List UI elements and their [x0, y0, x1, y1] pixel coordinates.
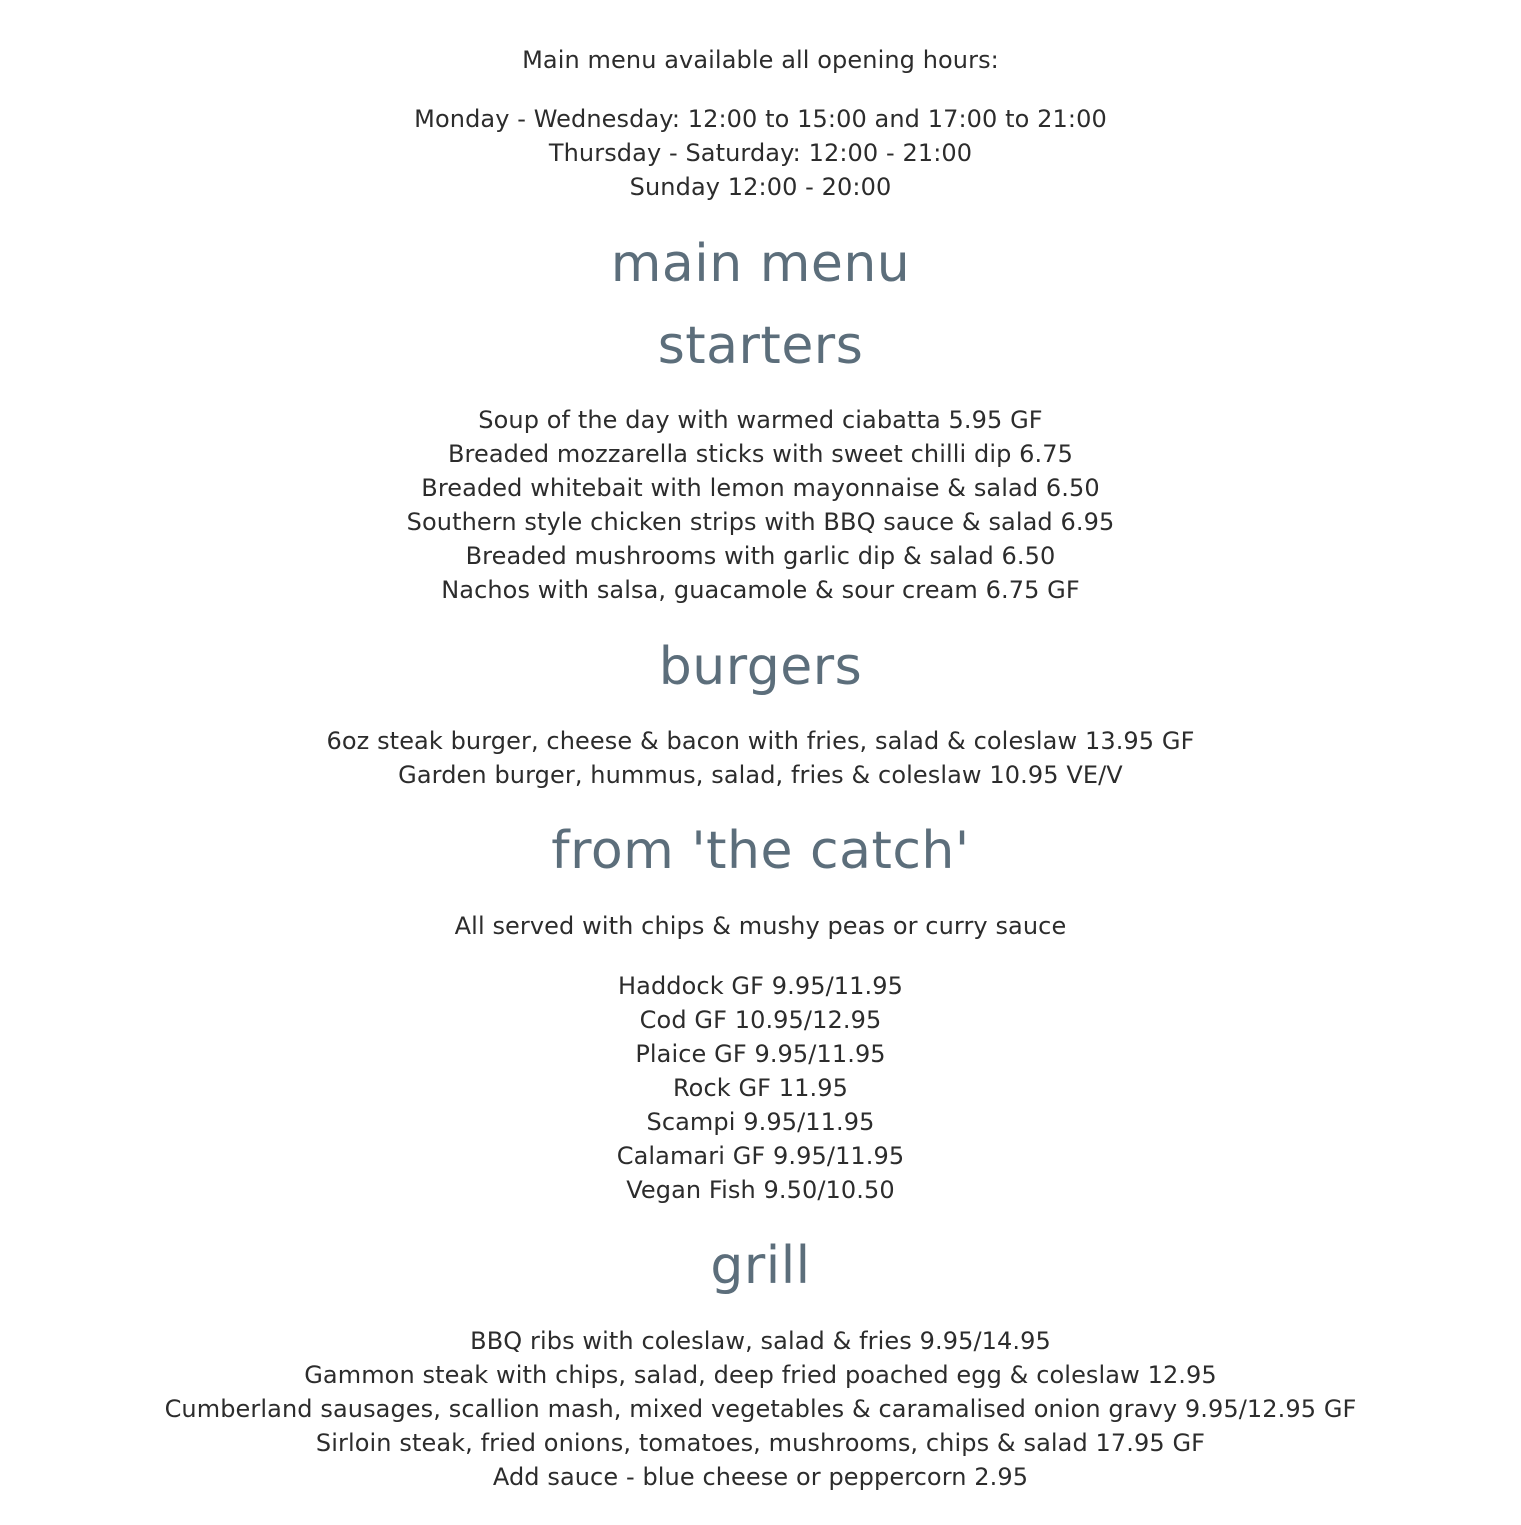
catch-item: Calamari GF 9.95/11.95 [616, 1142, 905, 1170]
starter-item: Breaded mozzarella sticks with sweet chilli dip 6.75 [447, 440, 1074, 468]
grill-item: Add sauce - blue cheese or peppercorn 2.95 [492, 1463, 1029, 1491]
hours-sunday: Sunday 12:00 - 20:00 [629, 173, 892, 201]
catch-list [0, 969, 1521, 1207]
opening-hours [0, 102, 1521, 204]
starter-item: Breaded mushrooms with garlic dip & salad 6.50 [465, 542, 1056, 570]
hours-weekday-late: Thursday - Saturday: 12:00 - 21:00 [548, 139, 973, 167]
catch-note [0, 909, 1521, 943]
hours-weekday-early: Monday - Wednesday: 12:00 to 15:00 and 17:00 to 21:00 [414, 105, 1107, 133]
catch-item: Haddock GF 9.95/11.95 [618, 972, 903, 1000]
starters-list [0, 403, 1521, 607]
catch-item: Vegan Fish 9.50/10.50 [626, 1176, 895, 1204]
starter-item: Soup of the day with warmed ciabatta 5.95 GF [478, 406, 1043, 434]
grill-list [0, 1324, 1521, 1494]
catch-item: Scampi 9.95/11.95 [646, 1108, 875, 1136]
grill-item: Cumberland sausages, scallion mash, mixed vegetables & caramalised onion gravy 9.95/12.95 GF [164, 1395, 1357, 1423]
burger-item: Garden burger, hummus, salad, fries & coleslaw 10.95 VE/V [398, 761, 1123, 789]
grill-item: Gammon steak with chips, salad, deep fried poached egg & coleslaw 12.95 [304, 1361, 1217, 1389]
starters-heading: starters [657, 316, 864, 376]
menu-title: main menu [610, 234, 911, 294]
catch-heading: from 'the catch' [551, 821, 970, 881]
availability-text: Main menu available all opening hours: [522, 46, 999, 74]
starter-item: Breaded whitebait with lemon mayonnaise & salad 6.50 [421, 474, 1100, 502]
grill-item: Sirloin steak, fried onions, tomatoes, mushrooms, chips & salad 17.95 GF [315, 1429, 1206, 1457]
starter-item: Nachos with salsa, guacamole & sour cream 6.75 GF [441, 576, 1080, 604]
catch-item: Plaice GF 9.95/11.95 [635, 1040, 886, 1068]
catch-note-text: All served with chips & mushy peas or curry sauce [454, 912, 1067, 940]
catch-item: Cod GF 10.95/12.95 [639, 1006, 882, 1034]
grill-heading: grill [710, 1236, 811, 1296]
availability-note [0, 43, 1521, 77]
catch-item: Rock GF 11.95 [672, 1074, 849, 1102]
burgers-heading: burgers [658, 637, 863, 697]
burger-item: 6oz steak burger, cheese & bacon with fries, salad & coleslaw 13.95 GF [326, 727, 1195, 755]
grill-item: BBQ ribs with coleslaw, salad & fries 9.95/14.95 [470, 1327, 1051, 1355]
burgers-list [0, 724, 1521, 792]
starter-item: Southern style chicken strips with BBQ sauce & salad 6.95 [406, 508, 1115, 536]
